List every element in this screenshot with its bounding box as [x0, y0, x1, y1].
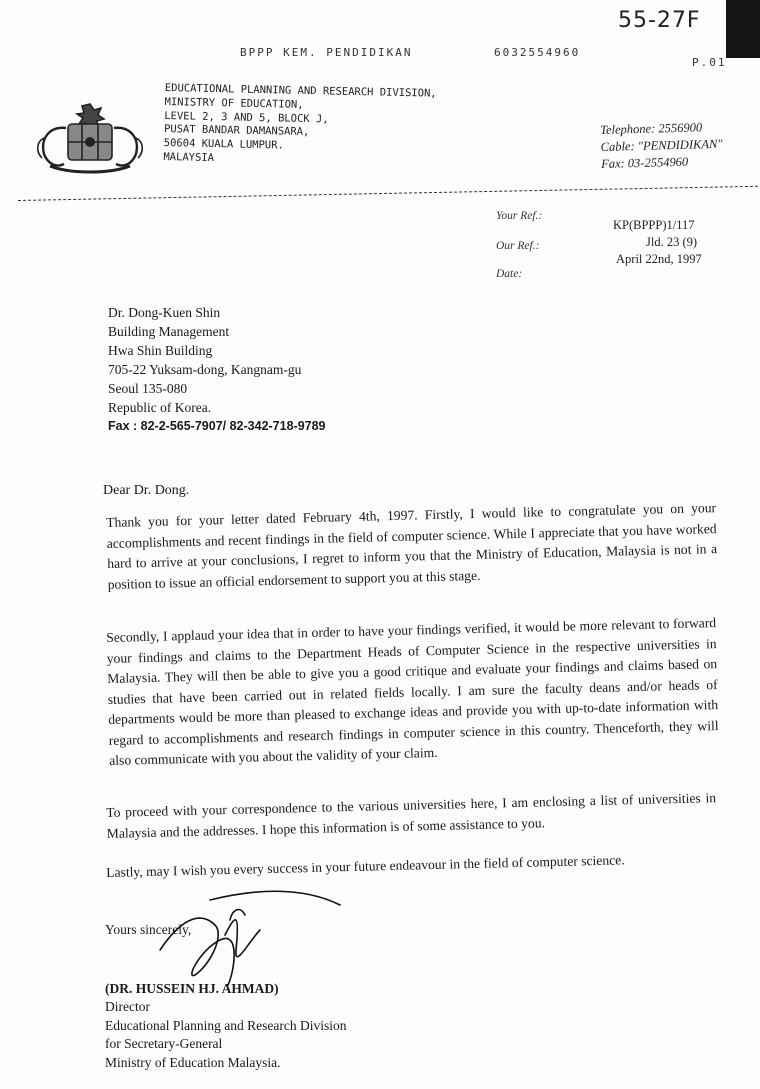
telephone: Telephone: 2556900 — [600, 120, 703, 137]
signatory-title: Director — [105, 999, 150, 1014]
body-paragraph-2: Secondly, I applaud your idea that in order to have your findings verified, it would be more relevant to forward your findings and claims to the Department Heads of Computer Science in the respective universities in Malaysia. They will then be able to give you a good critique and evaluate your findings and claims based on studies that have been carried out in related fields locally. I am sure the faculty deans and/or heads of departments would be more than pleased to exchange ideas and provide you with up-to-date information with regard to accomplishments and research findings in computer science in this country. Thenceforth, they will also communicate with you about the validity of your claim. — [106, 615, 719, 768]
address-line: LEVEL 2, 3 AND 5, BLOCK J, — [164, 109, 329, 126]
signatory-ministry: Ministry of Education Malaysia. — [105, 1054, 281, 1070]
letterhead-divider — [18, 186, 758, 201]
body-paragraph-4: Lastly, may I wish you every success in your future endeavour in the field of computer science. — [106, 852, 625, 880]
recipient-line: 705-22 Yuksam-dong, Kangnam-gu — [108, 362, 302, 377]
fax-sender-header: BPPP KEM. PENDIDIKAN — [240, 46, 413, 59]
address-line: 50604 KUALA LUMPUR. — [163, 137, 284, 152]
address-line: MALAYSIA — [163, 150, 215, 165]
fax-contact: Fax: 03-2554960 — [600, 154, 689, 171]
recipient-line: Seoul 135-080 — [108, 381, 188, 396]
address-line: PUSAT BANDAR DAMANSARA, — [163, 123, 310, 139]
date-label: Date: — [496, 268, 523, 280]
handwritten-document-number: 55-27F — [618, 8, 701, 33]
recipient-line: Hwa Shin Building — [108, 343, 213, 358]
recipient-block — [108, 303, 326, 436]
signatory-for: for Secretary-General — [105, 1036, 223, 1051]
body-paragraph-1: Thank you for your letter dated February 4th, 1997. Firstly, I would like to congratulate you on your accomplishments and recent findings in the field of computer science. While I appreciate that you have worked hard to arrive at your conclusions, I regret to inform you that the Ministry of Education, Malaysia is not in a position to issue an official endorsement to support you at this stage. — [106, 500, 718, 592]
closing-block — [105, 921, 191, 940]
cable: Cable: "PENDIDIKAN" — [600, 136, 723, 154]
address-line: EDUCATIONAL PLANNING AND RESEARCH DIVISION, — [164, 82, 437, 100]
recipient-line: Dr. Dong-Kuen Shin — [108, 305, 221, 320]
salutation: Dear Dr. Dong. — [103, 483, 190, 498]
recipient-line: Republic of Korea. — [108, 400, 212, 415]
ref-value: KP(BPPP)1/117 — [613, 218, 695, 232]
signatory-division: Educational Planning and Research Division — [105, 1017, 347, 1033]
recipient-line: Building Management — [108, 324, 230, 339]
malaysia-crest-icon — [30, 98, 150, 178]
fax-page-number: P.01 — [692, 56, 727, 69]
signatory-name: (DR. HUSSEIN HJ. AHMAD) — [105, 981, 279, 996]
letterhead-contact — [600, 119, 723, 173]
ref-value-2: Jld. 23 (9) — [646, 235, 698, 249]
fax-number-header: 6032554960 — [494, 46, 581, 59]
address-line: MINISTRY OF EDUCATION, — [164, 95, 304, 111]
scan-corner-shadow — [726, 0, 760, 58]
signatory-details — [105, 998, 346, 1072]
our-ref-label: Our Ref.: — [496, 240, 540, 252]
letterhead-address — [163, 82, 437, 170]
recipient-fax: Fax : 82-2-565-7907/ 82-342-718-9789 — [108, 419, 326, 433]
letter-date: April 22nd, 1997 — [616, 252, 702, 266]
body-paragraph-3: To proceed with your correspondence to the various universities here, I am enclosing a list of universities in Malaysia and the addresses. I hope this information is of some assistance to you. — [106, 790, 717, 841]
sign-off: Yours sincerely, — [105, 922, 192, 937]
your-ref-label: Your Ref.: — [496, 210, 543, 222]
